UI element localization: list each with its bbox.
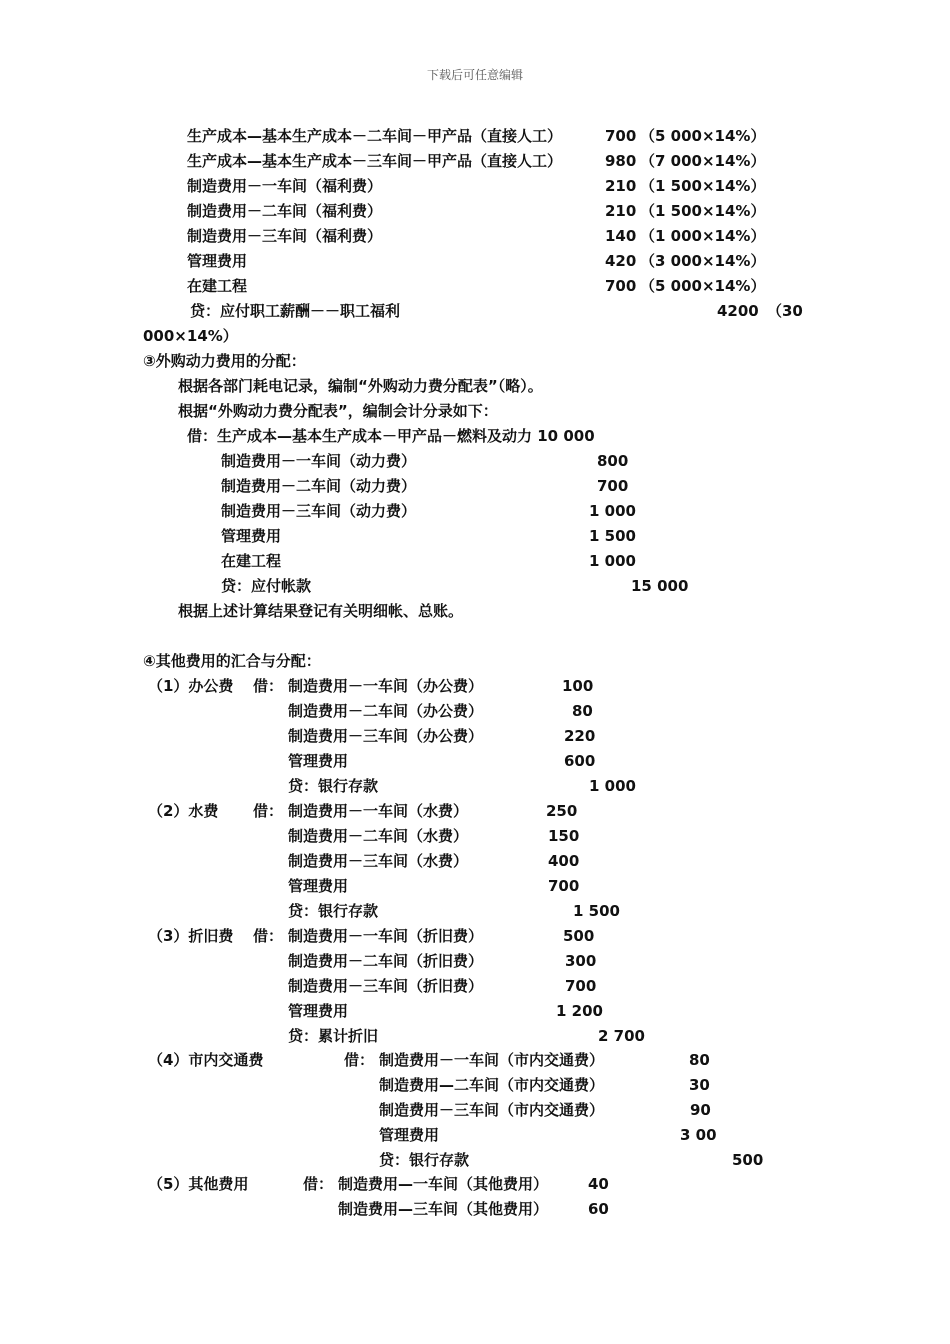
entry-amount: 140 <box>605 227 637 245</box>
entry-amount: 1 200 <box>556 1002 603 1020</box>
debit-entry: 借：生产成本—基本生产成本－甲产品－燃料及动力 10 000 <box>187 427 595 445</box>
credit-calc-continued: 000×14%） <box>143 327 238 345</box>
entry-account: 制造费用－一车间（福利费） <box>187 177 383 195</box>
entry-amount: 500 <box>563 927 595 945</box>
entry-amount: 40 <box>588 1175 609 1193</box>
item-label: （4）市内交通费 <box>148 1051 264 1069</box>
debit-marker: 借： <box>303 1175 334 1193</box>
credit-entry: 贷：银行存款 <box>288 777 379 795</box>
credit-amount: 1 500 <box>573 902 620 920</box>
entry-amount: 60 <box>588 1200 609 1218</box>
entry-amount: 700 <box>605 277 637 295</box>
entry-amount: 800 <box>597 452 629 470</box>
section-title: ③外购动力费用的分配： <box>143 352 306 370</box>
credit-amount: 15 000 <box>631 577 689 595</box>
entry-account: 制造费用－一车间（办公费） <box>288 677 484 695</box>
entry-amount: 150 <box>548 827 580 845</box>
debit-marker: 借： <box>253 677 284 695</box>
item-label: （3）折旧费 <box>148 927 234 945</box>
entry-account: 制造费用－一车间（动力费） <box>221 452 417 470</box>
entry-account: 管理费用 <box>187 252 248 270</box>
entry-account: 在建工程 <box>221 552 282 570</box>
entry-account: 生产成本—基本生产成本－三车间－甲产品（直接人工） <box>187 152 563 170</box>
entry-calc: （5 000×14%） <box>640 127 766 145</box>
entry-account: 管理费用 <box>379 1126 440 1144</box>
entry-account: 在建工程 <box>187 277 248 295</box>
entry-amount: 80 <box>572 702 593 720</box>
entry-amount: 210 <box>605 202 637 220</box>
entry-account: 制造费用—三车间（其他费用） <box>338 1200 549 1218</box>
item-label: （5）其他费用 <box>148 1175 249 1193</box>
entry-amount: 220 <box>564 727 596 745</box>
entry-amount: 30 <box>689 1076 710 1094</box>
entry-amount: 1 000 <box>589 502 636 520</box>
item-label: （1）办公费 <box>148 677 234 695</box>
entry-amount: 250 <box>546 802 578 820</box>
entry-account: 制造费用－三车间（福利费） <box>187 227 383 245</box>
entry-account: 制造费用－二车间（福利费） <box>187 202 383 220</box>
entry-calc: （1 000×14%） <box>640 227 766 245</box>
paragraph: 根据上述计算结果登记有关明细帐、总账。 <box>178 602 464 620</box>
entry-amount: 3 00 <box>680 1126 717 1144</box>
entry-account: 制造费用－三车间（水费） <box>288 852 469 870</box>
item-label: （2）水费 <box>148 802 219 820</box>
debit-marker: 借： <box>253 927 284 945</box>
entry-amount: 700 <box>597 477 629 495</box>
entry-amount: 90 <box>690 1101 711 1119</box>
credit-amount: 4200 <box>717 302 759 320</box>
entry-account: 制造费用－一车间（水费） <box>288 802 469 820</box>
entry-account: 制造费用－二车间（办公费） <box>288 702 484 720</box>
debit-marker: 借： <box>344 1051 375 1069</box>
entry-account: 制造费用－三车间（市内交通费） <box>379 1101 605 1119</box>
entry-amount: 1 000 <box>589 552 636 570</box>
entry-amount: 300 <box>565 952 597 970</box>
page-header: 下载后可任意编辑 <box>426 68 523 82</box>
entry-amount: 980 <box>605 152 637 170</box>
entry-calc: （7 000×14%） <box>640 152 766 170</box>
credit-entry: 贷：银行存款 <box>379 1151 470 1169</box>
debit-marker: 借： <box>253 802 284 820</box>
entry-account: 制造费用－二车间（动力费） <box>221 477 417 495</box>
entry-amount: 420 <box>605 252 637 270</box>
entry-account: 管理费用 <box>288 877 349 895</box>
entry-amount: 700 <box>548 877 580 895</box>
entry-amount: 400 <box>548 852 580 870</box>
entry-account: 制造费用－三车间（折旧费） <box>288 977 484 995</box>
entry-amount: 600 <box>564 752 596 770</box>
entry-account: 管理费用 <box>221 527 282 545</box>
credit-entry: 贷：应付职工薪酬－－职工福利 <box>190 302 401 320</box>
entry-amount: 100 <box>562 677 594 695</box>
entry-amount: 80 <box>689 1051 710 1069</box>
entry-amount: 210 <box>605 177 637 195</box>
credit-amount: 1 000 <box>589 777 636 795</box>
credit-entry: 贷：累计折旧 <box>288 1027 379 1045</box>
entry-account: 制造费用—一车间（其他费用） <box>338 1175 549 1193</box>
entry-account: 制造费用－三车间（办公费） <box>288 727 484 745</box>
section-title: ④其他费用的汇合与分配： <box>143 652 321 670</box>
entry-amount: 1 500 <box>589 527 636 545</box>
entry-amount: 700 <box>565 977 597 995</box>
entry-calc: （1 500×14%） <box>640 177 766 195</box>
entry-account: 制造费用－二车间（水费） <box>288 827 469 845</box>
entry-account: 制造费用－一车间（市内交通费） <box>379 1051 605 1069</box>
entry-calc: （3 000×14%） <box>640 252 766 270</box>
credit-entry: 贷：银行存款 <box>288 902 379 920</box>
credit-entry: 贷：应付帐款 <box>221 577 312 595</box>
paragraph: 根据“外购动力费分配表”，编制会计分录如下： <box>178 402 498 420</box>
entry-calc: （1 500×14%） <box>640 202 766 220</box>
entry-account: 制造费用－一车间（折旧费） <box>288 927 484 945</box>
entry-account: 制造费用－二车间（折旧费） <box>288 952 484 970</box>
entry-calc: （5 000×14%） <box>640 277 766 295</box>
entry-account: 制造费用－三车间（动力费） <box>221 502 417 520</box>
credit-amount: 2 700 <box>598 1027 645 1045</box>
paragraph: 根据各部门耗电记录，编制“外购动力费分配表”（略）。 <box>178 377 543 395</box>
entry-account: 管理费用 <box>288 1002 349 1020</box>
credit-amount: 500 <box>732 1151 764 1169</box>
entry-account: 生产成本—基本生产成本－二车间－甲产品（直接人工） <box>187 127 563 145</box>
entry-account: 管理费用 <box>288 752 349 770</box>
entry-amount: 700 <box>605 127 637 145</box>
credit-calc: （30 <box>767 302 803 320</box>
entry-account: 制造费用—二车间（市内交通费） <box>379 1076 605 1094</box>
